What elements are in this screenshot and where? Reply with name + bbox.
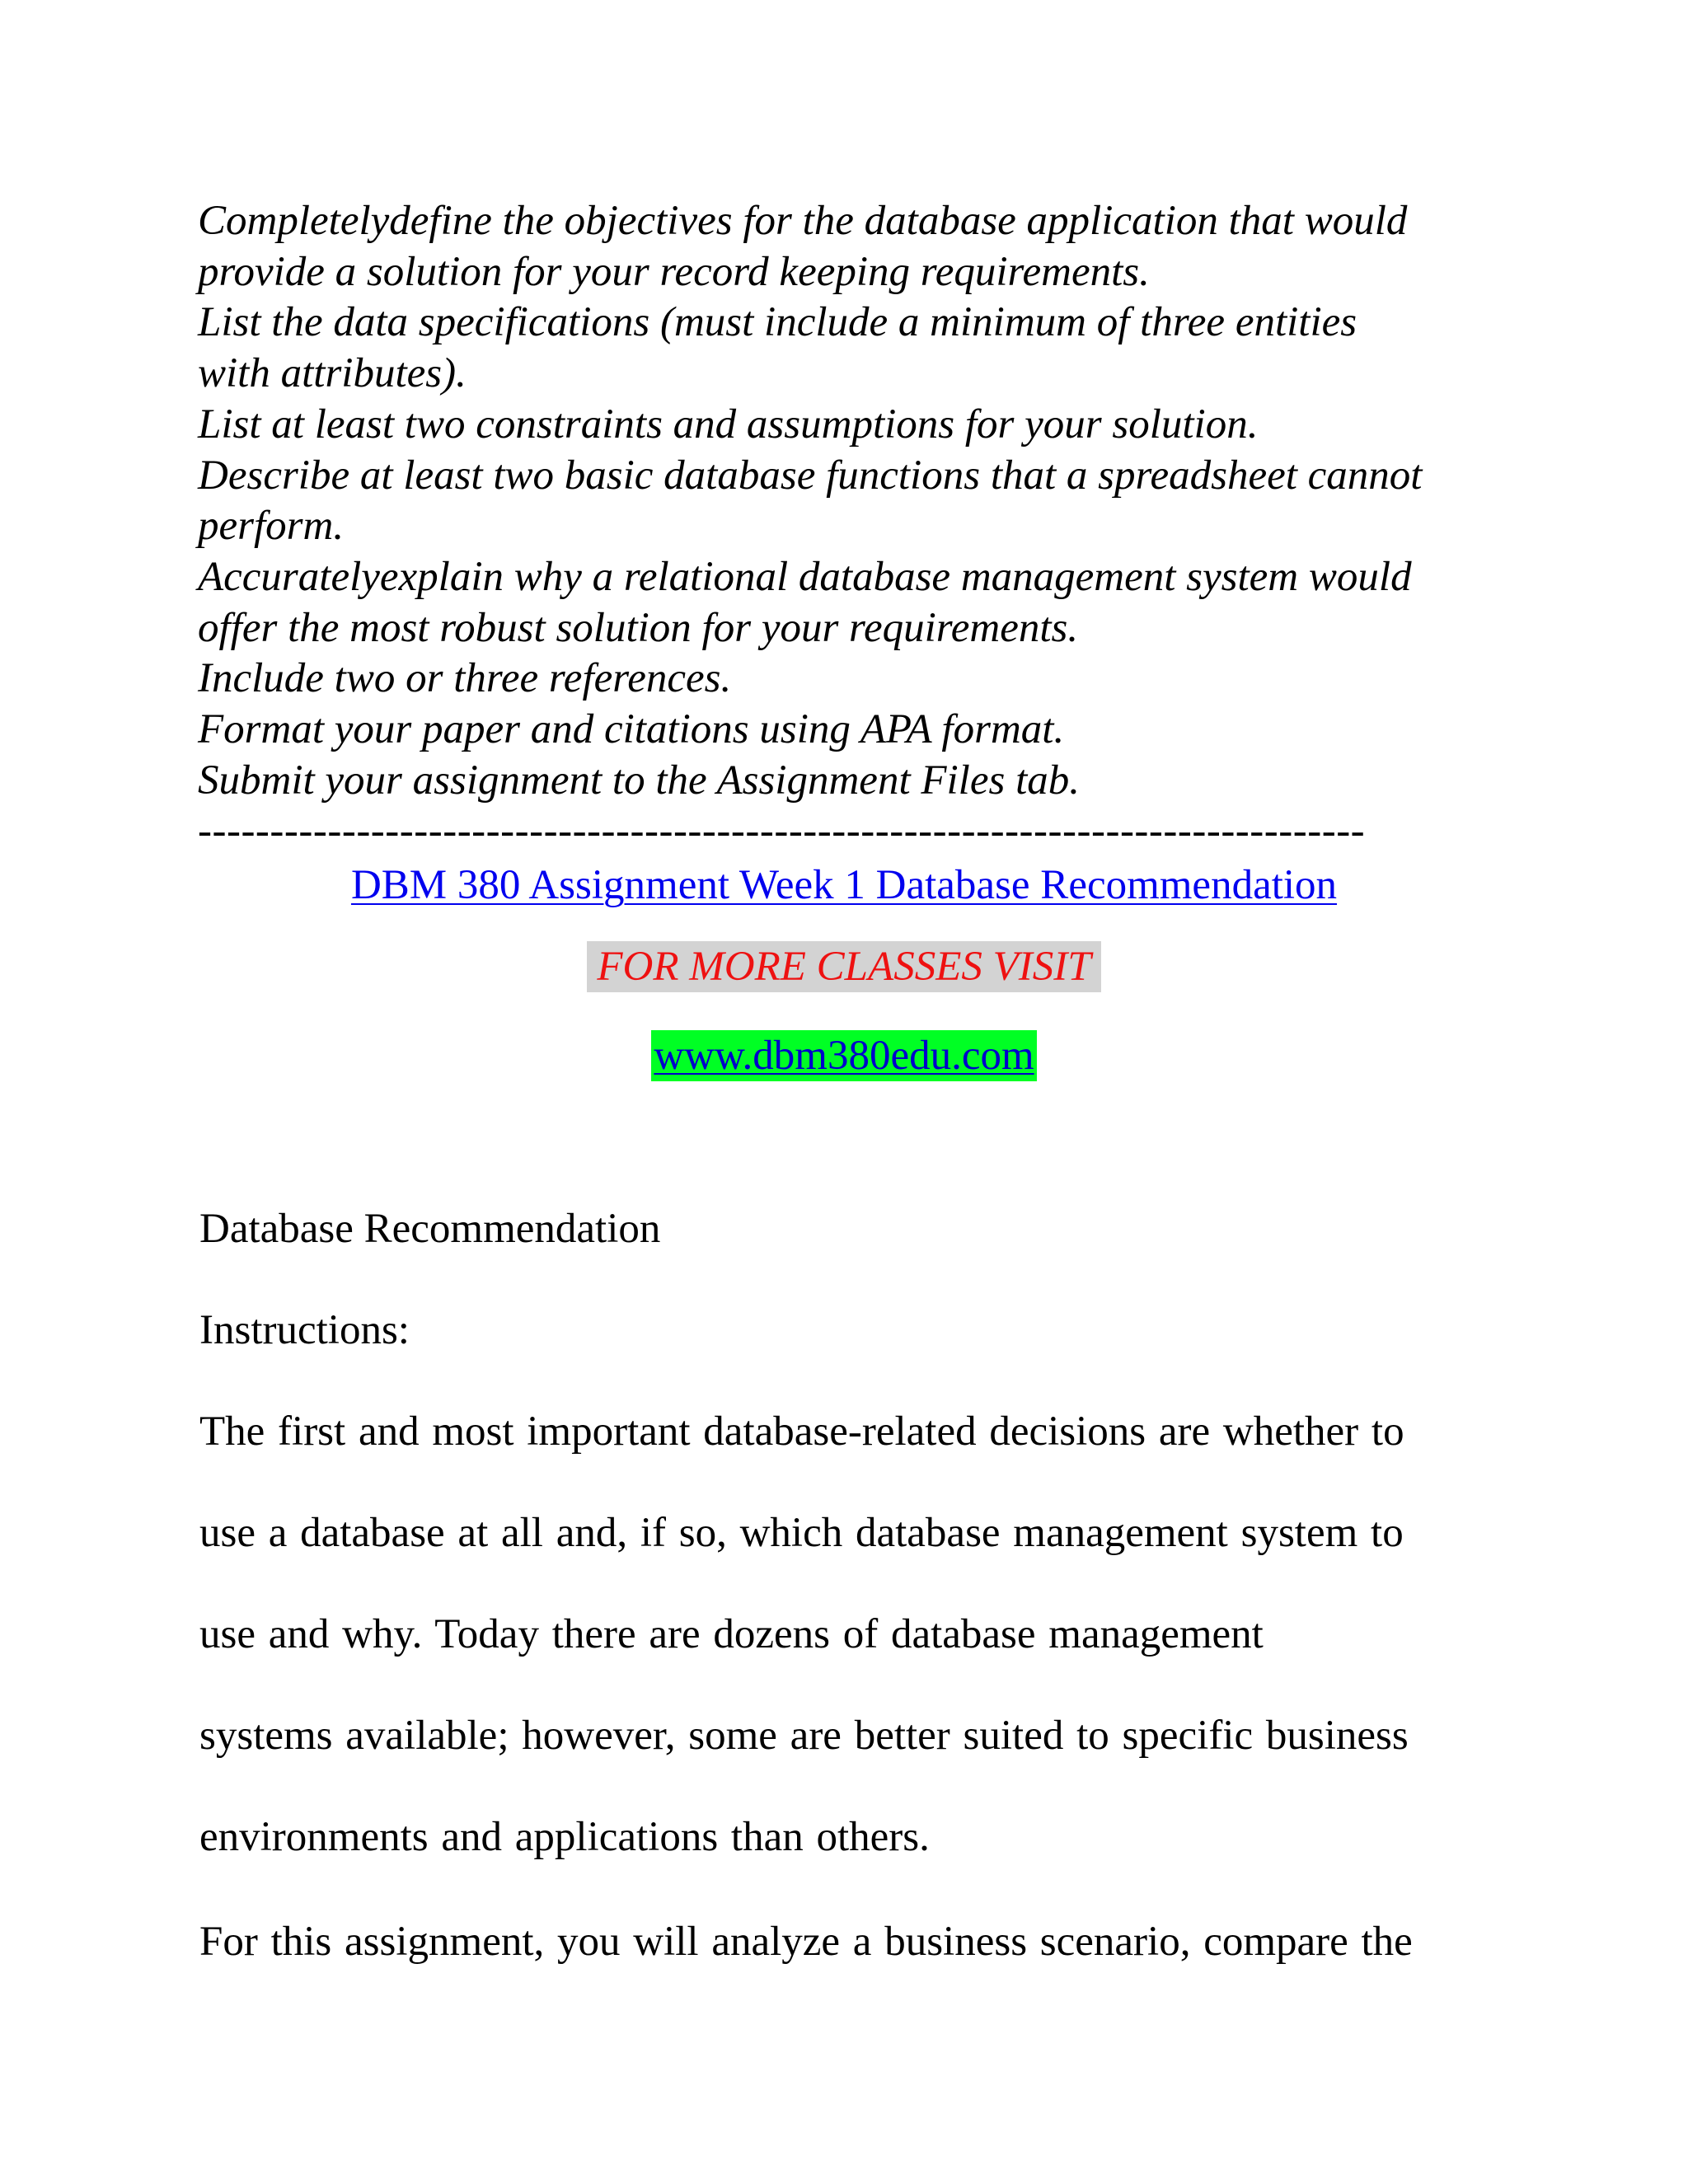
requirement-line: Include two or three references. <box>198 655 732 702</box>
requirement-line: Completelydefine the objectives for the database application that would <box>198 198 1408 244</box>
requirement-line: List the data specifications (must include a minimum of three entities <box>198 299 1357 346</box>
visit-banner <box>0 941 1688 992</box>
paragraph-line: systems available; however, some are better suited to specific business <box>199 1713 1409 1759</box>
paragraph-line: use a database at all and, if so, which database management system to <box>199 1510 1404 1556</box>
requirement-line: Submit your assignment to the Assignment Files tab. <box>198 757 1081 804</box>
paragraph-line: environments and applications than others. <box>199 1814 930 1860</box>
paragraph-line: The first and most important database-related decisions are whether to <box>199 1408 1404 1455</box>
url-banner <box>0 1030 1688 1081</box>
instructions-label: Instructions: <box>199 1307 410 1353</box>
requirement-line: with attributes). <box>198 350 467 397</box>
paragraph-line: use and why. Today there are dozens of database management <box>199 1611 1264 1657</box>
website-link[interactable]: www.dbm380edu.com <box>651 1030 1036 1081</box>
visit-text: FOR MORE CLASSES VISIT <box>587 941 1100 992</box>
requirement-line: Format your paper and citations using APA format. <box>198 706 1065 753</box>
requirement-line: List at least two constraints and assumptions for your solution. <box>198 401 1259 448</box>
requirements-list <box>198 196 1533 806</box>
requirement-line: Accuratelyexplain why a relational database management system would <box>198 553 1412 600</box>
section-heading: Database Recommendation <box>199 1206 661 1252</box>
assignment-title-link[interactable]: DBM 380 Assignment Week 1 Database Recommendation <box>350 862 1338 908</box>
dashed-separator: --------------------------------------------------------------------------------- <box>198 808 1366 854</box>
requirement-line: offer the most robust solution for your requirements. <box>198 604 1079 651</box>
requirement-line: perform. <box>198 503 345 550</box>
requirement-line: provide a solution for your record keeping requirements. <box>198 248 1150 295</box>
requirement-line: Describe at least two basic database functions that a spreadsheet cannot <box>198 452 1423 499</box>
paragraph-line: For this assignment, you will analyze a business scenario, compare the <box>199 1919 1413 1965</box>
